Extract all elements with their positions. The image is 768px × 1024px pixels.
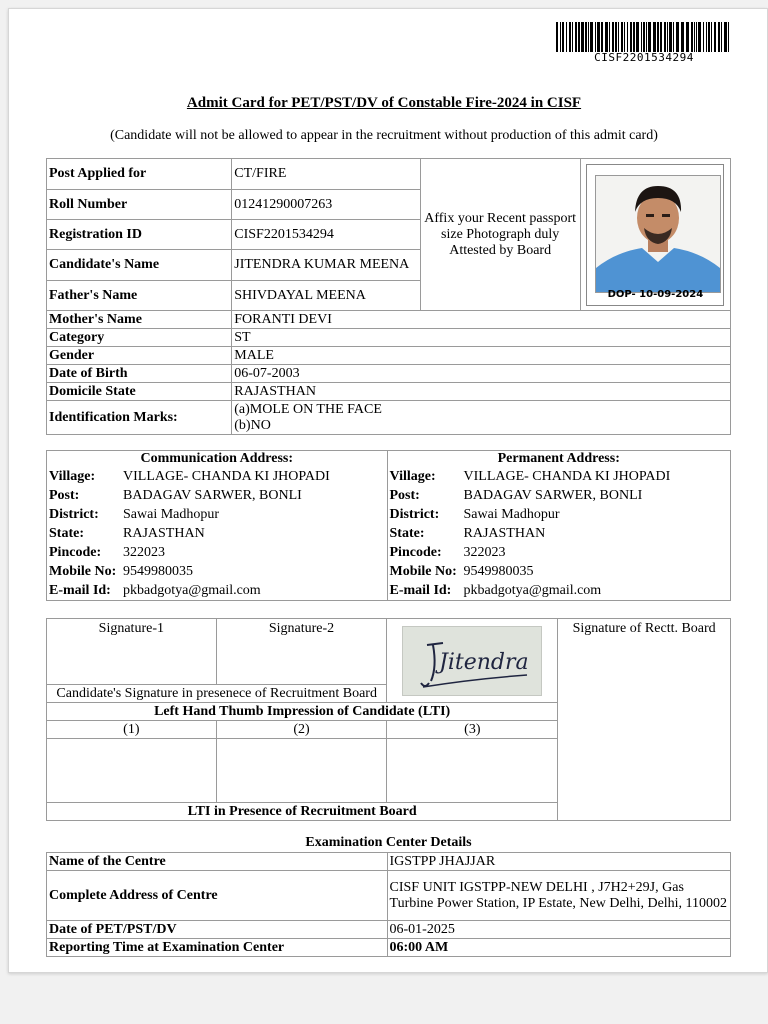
barcode-bar bbox=[578, 22, 580, 52]
comm-pincode-label: Pincode: bbox=[49, 545, 102, 560]
barcode-bar bbox=[585, 22, 587, 52]
comm-post: BADAGAV SARWER, BONLI bbox=[123, 488, 302, 503]
signature-1-label: Signature-1 bbox=[98, 621, 164, 636]
identification-marks-label: Identification Marks: bbox=[47, 401, 232, 435]
barcode-bar bbox=[676, 22, 679, 52]
barcode-bar bbox=[612, 22, 614, 52]
perm-district-label: District: bbox=[389, 507, 440, 522]
barcode-bar bbox=[615, 22, 617, 52]
barcode-bar bbox=[575, 22, 577, 52]
candidate-photo bbox=[595, 175, 721, 293]
barcode-bar bbox=[698, 22, 701, 52]
exam-date-value: 06-01-2025 bbox=[387, 921, 730, 939]
category-label: Category bbox=[47, 329, 232, 347]
barcode-bar bbox=[627, 22, 628, 52]
barcode-bar bbox=[560, 22, 561, 52]
lti-3-label: (3) bbox=[387, 721, 558, 739]
barcode-graphic bbox=[556, 22, 732, 52]
father-name-label: Father's Name bbox=[47, 281, 232, 311]
barcode-bar bbox=[728, 22, 729, 52]
signature-scribble bbox=[403, 627, 541, 695]
barcode-bar bbox=[601, 22, 603, 52]
barcode-bar bbox=[643, 22, 645, 52]
centre-address-label: Complete Address of Centre bbox=[47, 871, 388, 921]
barcode-bar bbox=[569, 22, 571, 52]
dob-label: Date of Birth bbox=[47, 365, 232, 383]
gender-value: MALE bbox=[232, 347, 731, 365]
barcode-bar bbox=[714, 22, 716, 52]
barcode-bar bbox=[703, 22, 704, 52]
affix-text: Affix your Recent passport size Photograph duly Attested by Board bbox=[424, 210, 577, 258]
roll-value: 01241290007263 bbox=[232, 190, 420, 220]
category-value: ST bbox=[232, 329, 731, 347]
rectt-board-signature-label: Signature of Rectt. Board bbox=[572, 621, 716, 636]
barcode-bar bbox=[669, 22, 672, 52]
perm-post-label: Post: bbox=[389, 488, 420, 503]
communication-address bbox=[47, 451, 388, 601]
centre-name-value: IGSTPP JHAJJAR bbox=[387, 853, 730, 871]
page-title: Admit Card for PET/PST/DV of Constable Fire-2024 in CISF bbox=[186, 95, 582, 111]
barcode-bar bbox=[664, 22, 666, 52]
comm-village: VILLAGE- CHANDA KI JHOPADI bbox=[123, 469, 330, 484]
signature-1-box bbox=[47, 619, 217, 685]
registration-label: Registration ID bbox=[47, 220, 232, 250]
barcode-bar bbox=[660, 22, 662, 52]
barcode-bar bbox=[706, 22, 707, 52]
domicile-value: RAJASTHAN bbox=[232, 383, 731, 401]
barcode-bar bbox=[588, 22, 589, 52]
barcode-bar bbox=[597, 22, 600, 52]
barcode-bar bbox=[673, 22, 674, 52]
barcode-bar bbox=[653, 22, 656, 52]
barcode-bar bbox=[630, 22, 632, 52]
perm-mobile-label: Mobile No: bbox=[389, 564, 457, 579]
barcode-bar bbox=[572, 22, 573, 52]
perm-village: VILLAGE- CHANDA KI JHOPADI bbox=[463, 469, 671, 484]
barcode-bar bbox=[605, 22, 608, 52]
barcode-bar bbox=[621, 22, 623, 52]
comm-email-label: E-mail Id: bbox=[49, 583, 111, 598]
father-name-value: SHIVDAYAL MEENA bbox=[232, 281, 420, 311]
signature-2-box bbox=[216, 619, 387, 685]
signature-2-label: Signature-2 bbox=[268, 621, 335, 636]
registration-value: CISF2201534294 bbox=[232, 220, 420, 250]
permanent-address bbox=[387, 451, 731, 601]
barcode-bar bbox=[648, 22, 651, 52]
exam-center-table bbox=[46, 852, 731, 957]
barcode-bar bbox=[724, 22, 727, 52]
perm-email: pkbadgotya@gmail.com bbox=[463, 583, 602, 598]
post-label: Post Applied for bbox=[47, 159, 232, 190]
photo-cell bbox=[580, 159, 730, 311]
affix-photo-box bbox=[420, 159, 580, 311]
lti-footer: LTI in Presence of Recruitment Board bbox=[47, 803, 558, 821]
comm-post-label: Post: bbox=[49, 488, 80, 503]
roll-label: Roll Number bbox=[47, 190, 232, 220]
barcode-bar bbox=[721, 22, 722, 52]
perm-email-label: E-mail Id: bbox=[389, 583, 452, 598]
comm-email: pkbadgotya@gmail.com bbox=[123, 583, 261, 598]
perm-state-label: State: bbox=[389, 526, 425, 541]
lti-2-label: (2) bbox=[216, 721, 387, 739]
barcode-bar bbox=[641, 22, 642, 52]
barcode-bar bbox=[590, 22, 593, 52]
dob-value: 06-07-2003 bbox=[232, 365, 731, 383]
comm-pincode: 322023 bbox=[123, 545, 165, 560]
barcode-bar bbox=[694, 22, 695, 52]
candidate-signature-image-cell bbox=[387, 619, 558, 703]
post-value: CT/FIRE bbox=[232, 159, 420, 190]
barcode-bar bbox=[609, 22, 610, 52]
exam-date-label: Date of PET/PST/DV bbox=[47, 921, 388, 939]
candidate-signature-image bbox=[402, 626, 542, 696]
barcode bbox=[556, 22, 732, 64]
presence-caption: Candidate's Signature in presenece of Recruitment Board bbox=[47, 685, 387, 703]
barcode-bar bbox=[708, 22, 710, 52]
barcode-bar bbox=[566, 22, 567, 52]
perm-pincode: 322023 bbox=[463, 545, 506, 560]
lti-2-box bbox=[216, 739, 387, 803]
perm-pincode-label: Pincode: bbox=[389, 545, 442, 560]
barcode-bar bbox=[657, 22, 659, 52]
centre-name-label: Name of the Centre bbox=[47, 853, 388, 871]
barcode-bar bbox=[718, 22, 720, 52]
photo-dop-date: DOP- 10-09-2024 bbox=[607, 288, 704, 300]
candidate-name-value: JITENDRA KUMAR MEENA bbox=[232, 250, 420, 281]
perm-village-label: Village: bbox=[389, 469, 436, 484]
candidate-photo-image bbox=[596, 176, 720, 292]
barcode-bar bbox=[595, 22, 596, 52]
barcode-bar bbox=[633, 22, 635, 52]
comm-village-label: Village: bbox=[49, 469, 96, 484]
perm-mobile: 9549980035 bbox=[463, 564, 534, 579]
barcode-bar bbox=[681, 22, 684, 52]
barcode-bar bbox=[562, 22, 564, 52]
signature-text: Jitendra bbox=[439, 649, 529, 675]
mother-name-label: Mother's Name bbox=[47, 311, 232, 329]
signature-table bbox=[46, 618, 731, 821]
exam-center-heading: Examination Center Details bbox=[305, 835, 472, 850]
comm-district: Sawai Madhopur bbox=[123, 507, 220, 522]
candidate-name-label: Candidate's Name bbox=[47, 250, 232, 281]
comm-mobile: 9549980035 bbox=[123, 564, 193, 579]
perm-state: RAJASTHAN bbox=[463, 526, 546, 541]
barcode-bar bbox=[581, 22, 584, 52]
comm-district-label: District: bbox=[49, 507, 99, 522]
centre-address-value: CISF UNIT IGSTPP-NEW DELHI , J7H2+29J, Gas Turbine Power Station, IP Estate, New Delhi, Delhi, 110002 bbox=[387, 871, 730, 921]
perm-district: Sawai Madhopur bbox=[463, 507, 560, 522]
lti-1-label: (1) bbox=[47, 721, 217, 739]
lti-1-box bbox=[47, 739, 217, 803]
barcode-bar bbox=[636, 22, 639, 52]
gender-label: Gender bbox=[47, 347, 232, 365]
barcode-bar bbox=[556, 22, 558, 52]
reporting-time-label: Reporting Time at Examination Center bbox=[47, 939, 388, 957]
mother-name-value: FORANTI DEVI bbox=[232, 311, 731, 329]
candidate-photo-frame bbox=[586, 164, 724, 306]
barcode-bar bbox=[696, 22, 697, 52]
reporting-time-value: 06:00 AM bbox=[387, 939, 730, 957]
barcode-bar bbox=[624, 22, 625, 52]
comm-mobile-label: Mobile No: bbox=[49, 564, 117, 579]
comm-state: RAJASTHAN bbox=[123, 526, 205, 541]
domicile-label: Domicile State bbox=[47, 383, 232, 401]
page-subtitle: (Candidate will not be allowed to appear in the recruitment without production of this admit card) bbox=[110, 128, 658, 143]
lti-heading: Left Hand Thumb Impression of Candidate (LTI) bbox=[47, 703, 558, 721]
lti-3-box bbox=[387, 739, 558, 803]
identification-mark-a: (a)MOLE ON THE FACE bbox=[234, 401, 382, 417]
barcode-text: CISF2201534294 bbox=[594, 51, 694, 64]
barcode-bar bbox=[691, 22, 693, 52]
barcode-bar bbox=[711, 22, 712, 52]
identification-mark-b: (b)NO bbox=[234, 417, 271, 433]
comm-state-label: State: bbox=[49, 526, 84, 541]
rectt-board-signature-box bbox=[558, 619, 731, 821]
perm-post: BADAGAV SARWER, BONLI bbox=[463, 488, 643, 503]
address-table bbox=[46, 450, 731, 601]
identification-marks-value bbox=[232, 401, 731, 435]
permanent-address-heading: Permanent Address: bbox=[497, 451, 620, 466]
barcode-bar bbox=[646, 22, 647, 52]
barcode-bar bbox=[667, 22, 668, 52]
communication-address-heading: Communication Address: bbox=[140, 451, 294, 466]
barcode-bar bbox=[686, 22, 689, 52]
barcode-bar bbox=[618, 22, 619, 52]
candidate-details-table bbox=[46, 158, 731, 435]
